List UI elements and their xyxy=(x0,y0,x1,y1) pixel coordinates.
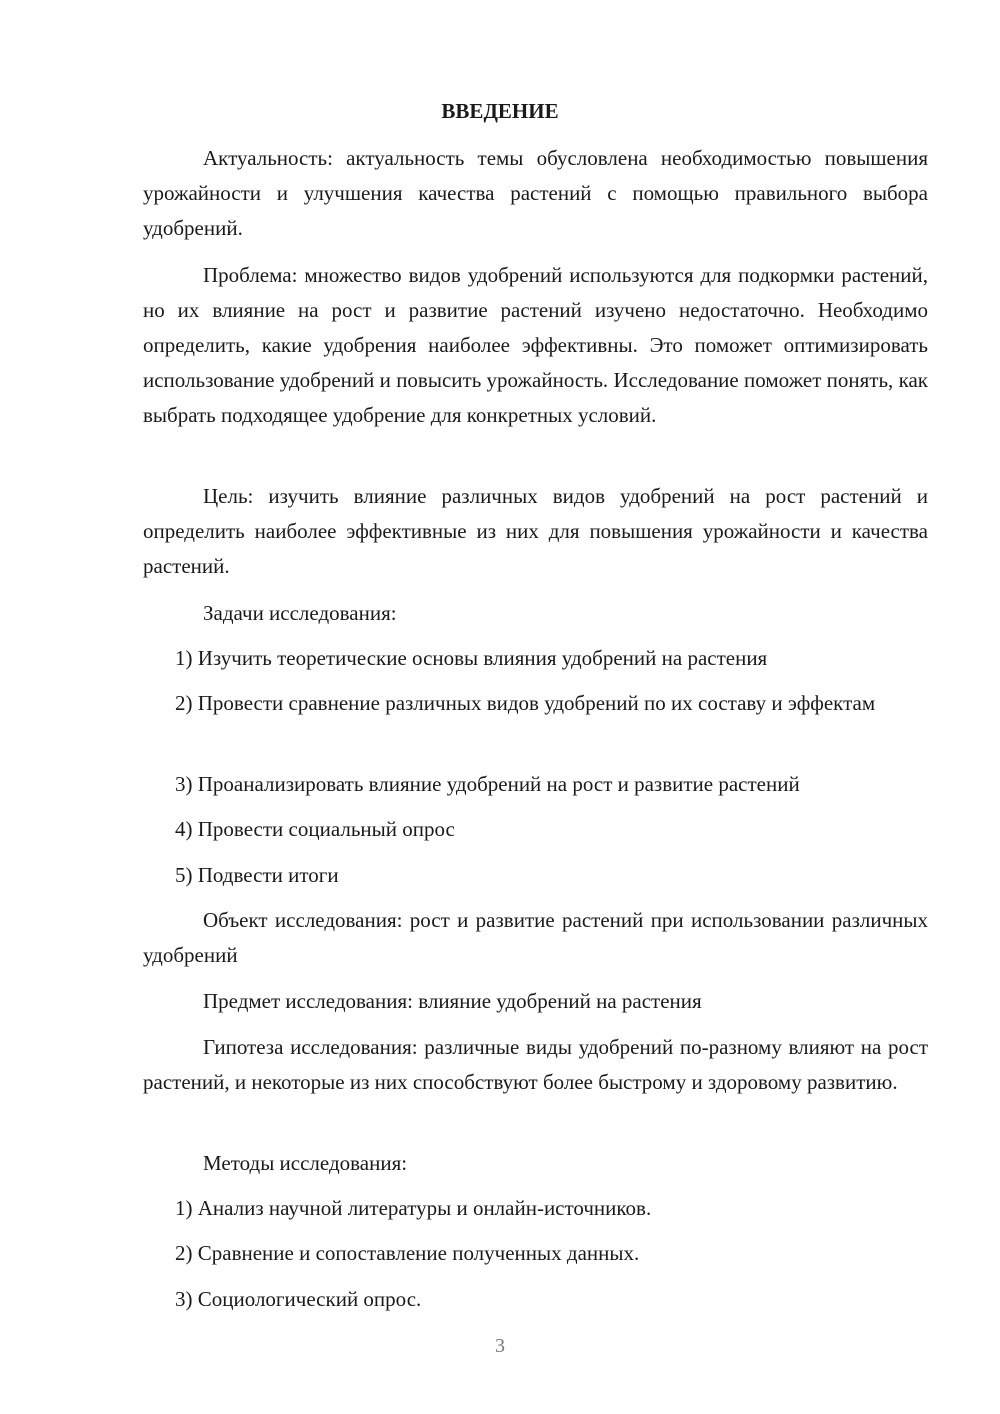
method-item: 2) Сравнение и сопоставление полученных данных. xyxy=(175,1241,640,1265)
subject-paragraph: Предмет исследования: влияние удобрений на растения xyxy=(203,989,702,1013)
hypothesis-paragraph: Гипотеза исследования: различные виды удобрений по-разному влияют на рост растений, и некоторые из них способствуют более быстрому и здоровому развитию. xyxy=(143,1035,928,1094)
object-paragraph: Объект исследования: рост и развитие растений при использовании различных удобрений xyxy=(143,908,928,967)
page-title: ВВЕДЕНИЕ xyxy=(441,99,559,123)
method-item: 3) Социологический опрос. xyxy=(175,1287,422,1311)
goal-paragraph: Цель: изучить влияние различных видов удобрений на рост растений и определить наиболее эффективные из них для повышения урожайности и качества растений. xyxy=(143,484,928,578)
problem-paragraph: Проблема: множество видов удобрений используются для подкормки растений, но их влияние на рост и развитие растений изучено недостаточно. Необходимо определить, какие удобрения наиболее эффективны. Это поможет оптимизировать использование удобрений и повысить урожайность. Исследование поможет понять, как выбрать подходящее удобрение для конкретных условий. xyxy=(143,263,928,427)
methods-heading: Методы исследования: xyxy=(203,1151,408,1175)
relevance-paragraph: Актуальность: актуальность темы обусловлена необходимостью повышения урожайности и улучшения качества растений с помощью правильного выбора удобрений. xyxy=(143,146,928,240)
page-number: 3 xyxy=(495,1335,505,1357)
method-item: 1) Анализ научной литературы и онлайн-источников. xyxy=(175,1196,652,1220)
task-item: 5) Подвести итоги xyxy=(175,863,339,887)
task-item: 2) Провести сравнение различных видов удобрений по их составу и эффектам xyxy=(175,691,876,715)
task-item: 4) Провести социальный опрос xyxy=(175,817,455,841)
task-item: 1) Изучить теоретические основы влияния удобрений на растения xyxy=(175,646,768,670)
task-item: 3) Проанализировать влияние удобрений на рост и развитие растений xyxy=(175,772,800,796)
tasks-heading: Задачи исследования: xyxy=(203,601,397,625)
